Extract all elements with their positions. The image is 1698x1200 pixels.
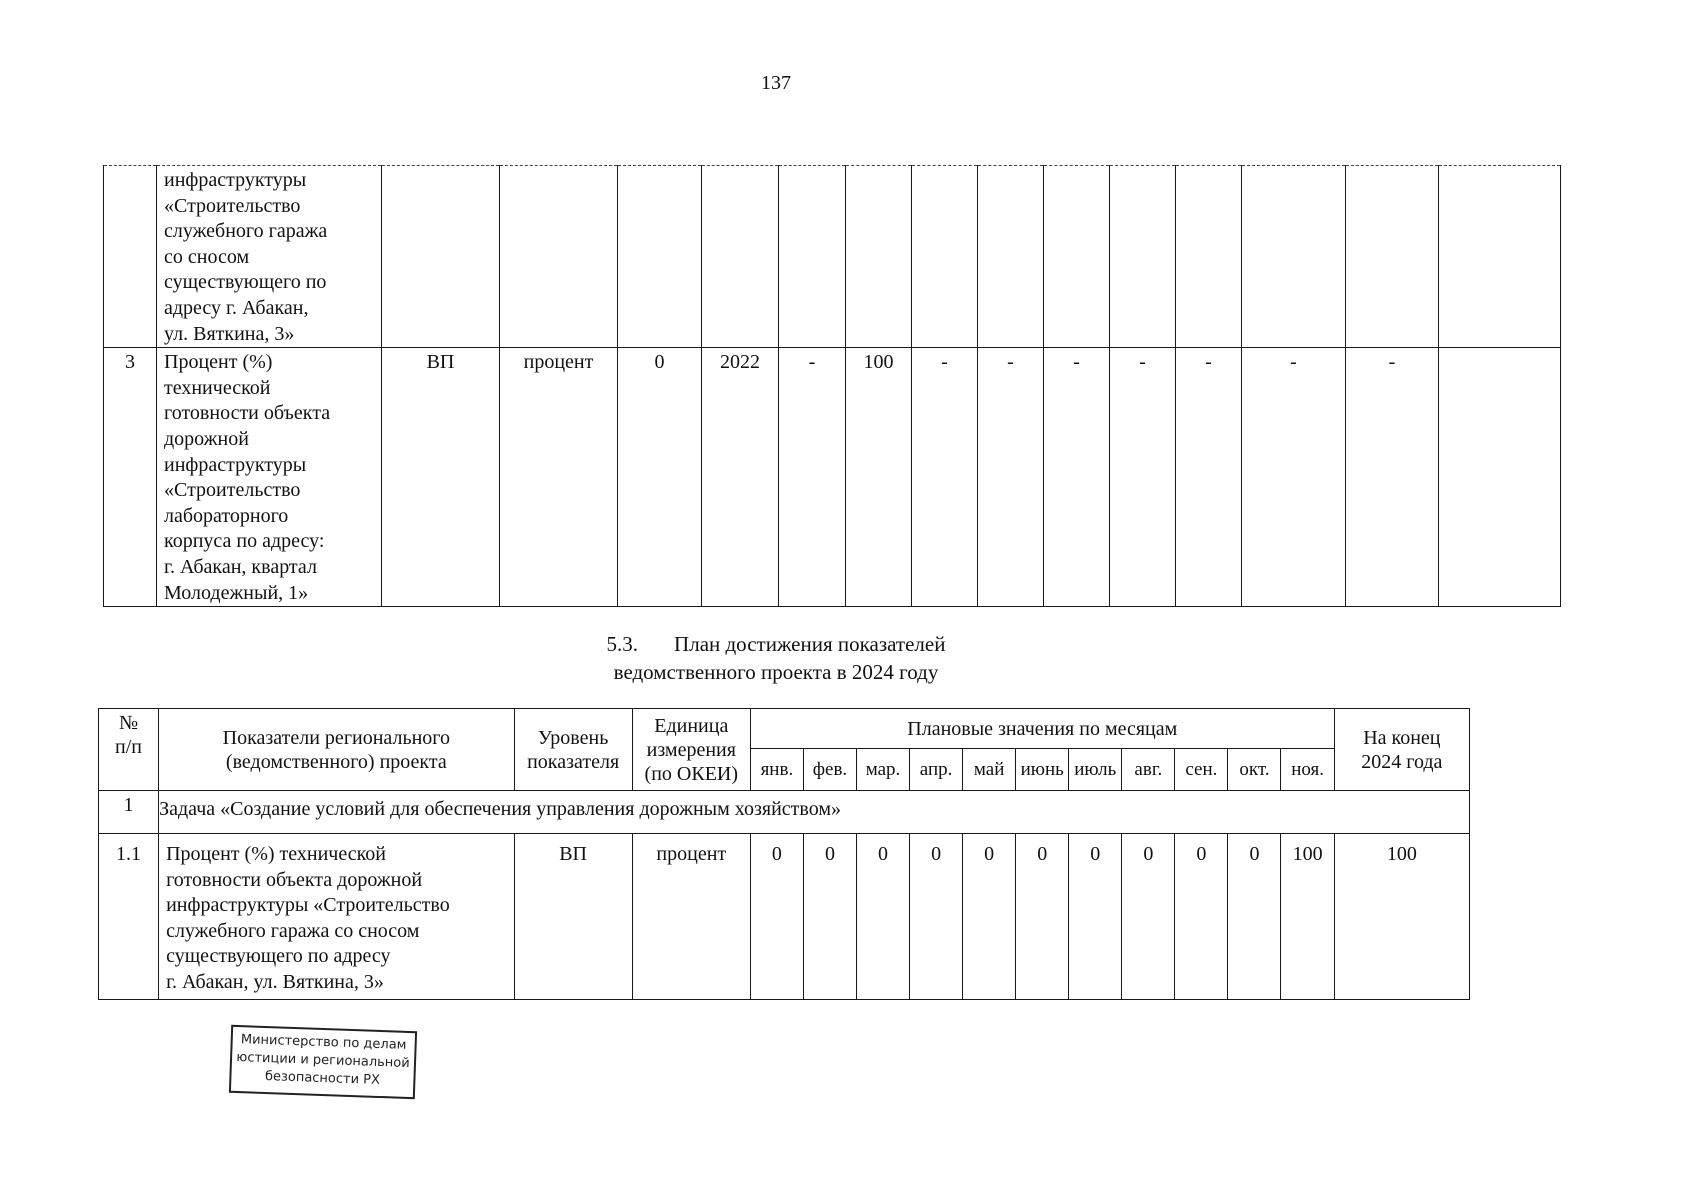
section-title [0,630,1552,686]
value-cell [1242,166,1346,348]
task-row [99,791,1470,834]
unit [500,166,618,348]
header-month: окт. [1228,749,1281,791]
table-row [104,166,1561,348]
indicator-name-line: готовности объекта дорожной [166,868,423,891]
indicator-name-line: дорожной [164,427,249,450]
header-line: (ведомственного) проекта [225,750,447,773]
row-number: 1.1 [99,834,159,1000]
indicator-name-line: инфраструктуры «Строительство [166,894,450,917]
value-cell [1110,166,1176,348]
indicator-name-line: служебного гаража со сносом [166,919,420,942]
stamp-line: Министерство по делам [240,1032,407,1053]
table-row [104,348,1561,607]
month-value: 100 [1281,834,1334,1000]
indicator-name [159,834,514,1000]
indicator-name-line: Процент (%) технической [166,843,386,865]
base-value [618,166,702,348]
header-month: май [963,749,1016,791]
month-value: 0 [1175,834,1228,1000]
header-line: Единица [654,714,729,737]
end-of-year-value: 100 [1334,834,1469,1000]
value-cell [1346,166,1439,348]
header-indicator [159,709,514,791]
header-line: (по ОКЕИ) [644,762,739,785]
header-line: № [118,712,139,734]
value-cell [1044,166,1110,348]
header-month: апр. [910,749,963,791]
row-number: 3 [104,348,157,607]
page-number: 137 [761,72,791,94]
indicator-name-line: со сносом [164,245,250,268]
header-row [99,709,1470,749]
stamp-line: юстиции и региональной [236,1049,410,1072]
header-end-of-year [1334,709,1469,791]
value-cell: - [779,348,846,607]
indicator-name-line: «Строительство [164,479,301,502]
indicator-name [157,166,382,348]
indicator-name-line: Молодежный, 1» [164,581,309,604]
row-number [104,166,157,348]
header-month: мар. [856,749,909,791]
task-text: Задача «Создание условий для обеспечения управления дорожным хозяйством» [159,791,1470,834]
base-value: 0 [618,348,702,607]
indicator-name [157,348,382,607]
header-month: ноя. [1281,749,1334,791]
section-title-line: ведомственного проекта в 2024 году [613,660,939,684]
header-line: На конец [1363,726,1441,749]
continued-indicators-table [103,165,1561,607]
header-line: 2024 года [1361,750,1443,773]
month-value: 0 [910,834,963,1000]
value-cell [779,166,846,348]
value-cell [1439,348,1561,607]
unit: процент [500,348,618,607]
header-line: п/п [115,736,143,758]
header-line: измерения [646,738,736,761]
header-month: авг. [1122,749,1175,791]
header-number [99,709,159,791]
header-line: Показатели регионального [222,726,450,749]
indicator-name-line: ул. Вяткина, 3» [164,322,295,345]
indicator-name-line: г. Абакан, ул. Вяткина, 3» [166,970,384,993]
value-cell: - [1176,348,1242,607]
value-cell: - [912,348,978,607]
indicator-name-line: готовности объекта [164,402,331,425]
section-title-line: План достижения показателей [674,632,946,656]
base-year [702,166,779,348]
month-value: 0 [856,834,909,1000]
indicator-name-line: корпуса по адресу: [164,530,325,553]
value-cell [1439,166,1561,348]
month-value: 0 [1122,834,1175,1000]
header-month: сен. [1175,749,1228,791]
indicator-name-line: «Строительство [164,194,301,217]
header-month: янв. [750,749,803,791]
value-cell: - [978,348,1044,607]
value-cell: 100 [846,348,912,607]
value-cell [912,166,978,348]
task-number: 1 [99,791,159,834]
indicator-name-line: адресу г. Абакан, [164,296,309,319]
value-cell: - [1044,348,1110,607]
indicator-name-line: технической [164,376,271,399]
header-month: июль [1069,749,1122,791]
value-cell [846,166,912,348]
value-cell [978,166,1044,348]
plan-table [98,708,1470,1000]
month-value: 0 [1016,834,1069,1000]
indicator-name-line: инфраструктуры [164,169,307,191]
base-year: 2022 [702,348,779,607]
stamp-line: безопасности РХ [264,1068,381,1088]
value-cell: - [1346,348,1439,607]
header-line: Уровень [537,726,609,749]
value-cell: - [1110,348,1176,607]
section-number: 5.3. [606,632,639,656]
month-value: 0 [750,834,803,1000]
month-value: 0 [1069,834,1122,1000]
indicator-level [382,166,500,348]
month-value: 0 [803,834,856,1000]
table-row [99,834,1470,1000]
stamp [229,1025,417,1099]
indicator-name-line: Процент (%) [164,351,273,374]
header-month: фев. [803,749,856,791]
value-cell: - [1242,348,1346,607]
indicator-name-line: инфраструктуры [164,453,307,476]
indicator-name-line: лабораторного [164,504,289,527]
indicator-name-line: существующего по адресу [166,945,391,968]
indicator-name-line: существующего по [164,271,327,294]
header-line: показателя [527,750,620,773]
indicator-level: ВП [382,348,500,607]
indicator-name-line: служебного гаража [164,220,328,243]
indicator-level: ВП [514,834,632,1000]
month-value: 0 [1228,834,1281,1000]
header-monthly: Плановые значения по месяцам [750,709,1334,749]
value-cell [1176,166,1242,348]
month-value: 0 [963,834,1016,1000]
header-unit [632,709,750,791]
indicator-name-line: г. Абакан, квартал [164,555,317,578]
unit: процент [632,834,750,1000]
header-level [514,709,632,791]
header-month: июнь [1016,749,1069,791]
